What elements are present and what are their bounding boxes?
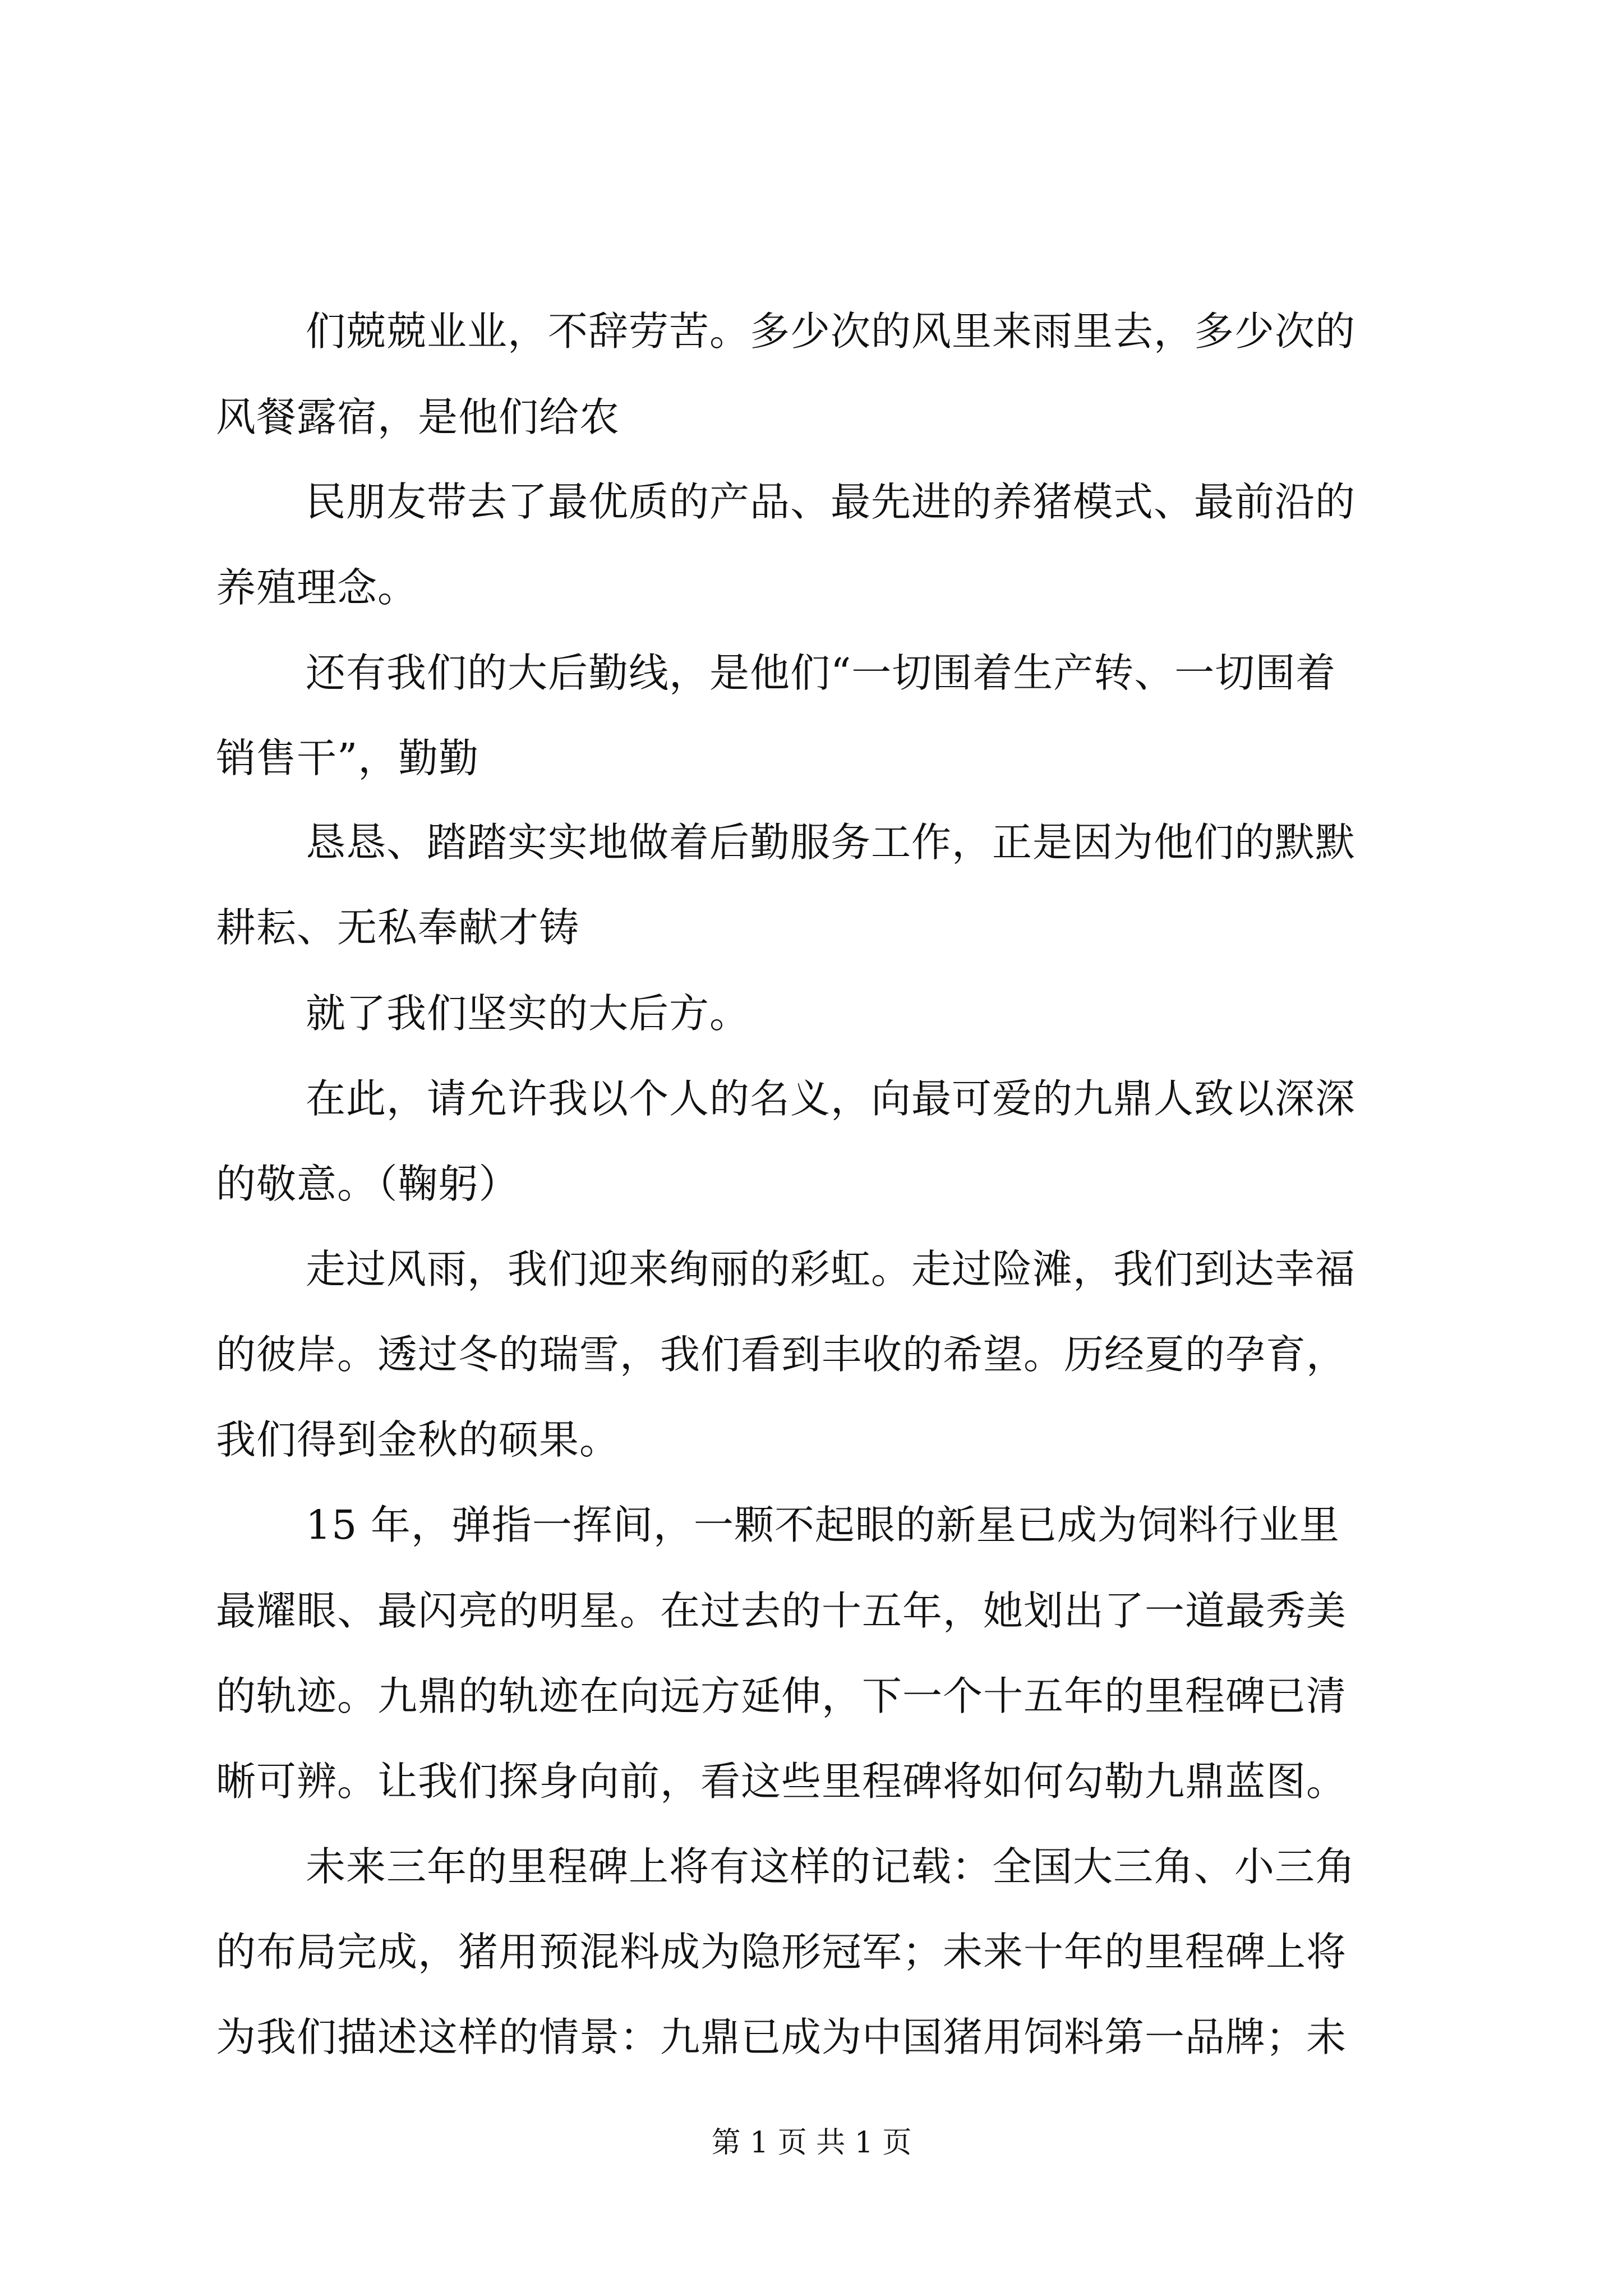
text-line: 民朋友带去了最优质的产品、最先进的养猪模式、最前沿的 — [306, 478, 1356, 525]
text-line: 15 年，弹指一挥间，一颗不起眼的新星已成为饲料行业里 — [306, 1502, 1340, 1548]
text-line: 就了我们坚实的大后方。 — [306, 990, 750, 1037]
text-line: 的敬意。（鞠躬） — [216, 1161, 519, 1207]
text-line: 销售干”，勤勤 — [216, 735, 479, 781]
text-line: 我们得到金秋的硕果。 — [216, 1416, 620, 1463]
text-line: 为我们描述这样的情景：九鼎已成为中国猪用饲料第一品牌；未 — [216, 2014, 1347, 2060]
text-line: 未来三年的里程碑上将有这样的记载：全国大三角、小三角 — [306, 1843, 1356, 1890]
text-line: 最耀眼、最闪亮的明星。在过去的十五年，她划出了一道最秀美 — [216, 1588, 1347, 1634]
text-line: 晰可辨。让我们探身向前，看这些里程碑将如何勾勒九鼎蓝图。 — [216, 1758, 1347, 1805]
text-line: 还有我们的大后勤线，是他们“一切围着生产转、一切围着 — [306, 650, 1336, 696]
text-line: 的布局完成，猪用预混料成为隐形冠军；未来十年的里程碑上将 — [216, 1929, 1347, 1975]
text-line: 在此，请允许我以个人的名义，向最可爱的九鼎人致以深深 — [306, 1075, 1356, 1122]
text-line: 风餐露宿，是他们给农 — [216, 394, 620, 440]
text-line: 养殖理念。 — [216, 564, 418, 611]
text-line: 的彼岸。透过冬的瑞雪，我们看到丰收的希望。历经夏的孕育， — [216, 1331, 1347, 1378]
text-line: 耕耘、无私奉献才铸 — [216, 904, 580, 951]
text-line: 走过风雨，我们迎来绚丽的彩虹。走过险滩，我们到达幸福 — [306, 1246, 1356, 1292]
text-line: 的轨迹。九鼎的轨迹在向远方延伸，下一个十五年的里程碑已清 — [216, 1673, 1347, 1719]
text-line: 恳恳、踏踏实实地做着后勤服务工作，正是因为他们的默默 — [306, 819, 1356, 866]
text-line: 们兢兢业业，不辞劳苦。多少次的风里来雨里去，多少次的 — [306, 308, 1356, 355]
page-number-footer: 第 1 页 共 1 页 — [711, 2126, 912, 2160]
